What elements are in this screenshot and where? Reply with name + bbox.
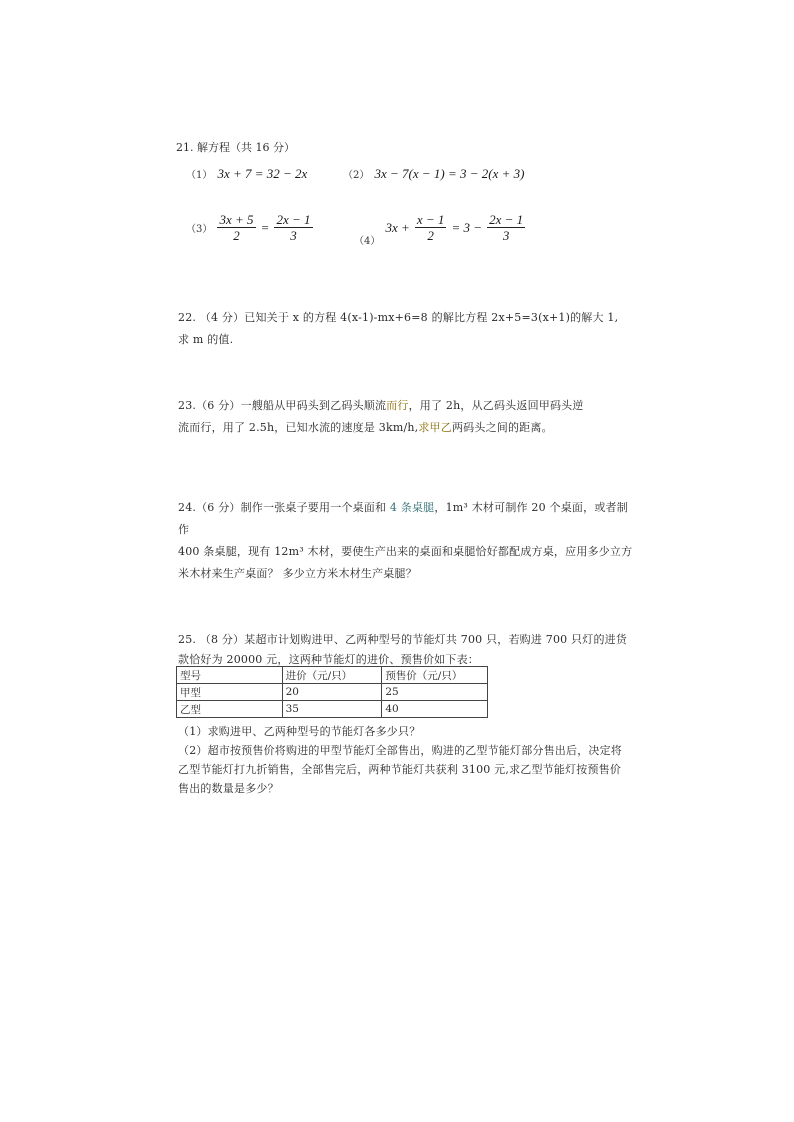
price-table-row [177, 701, 488, 718]
q21-part4-lead: 3x + [385, 220, 410, 235]
q23-seg-1: 23.（6 分）一艘船从甲码头到乙码头顺流 [178, 399, 387, 412]
q21-part4-numerator-left: x − 1 [416, 212, 445, 227]
q24-text [178, 497, 638, 585]
price-table-cell: 35 [282, 701, 382, 718]
q25-sub-1: （1）求购进甲、乙两种型号的节能灯各多少只？ [178, 725, 421, 738]
q23-line-2 [178, 417, 638, 439]
q23-seg-3: ，用了 2h，从乙码头返回甲码头逆 [408, 399, 584, 412]
q21-part2-label: （2） [343, 170, 370, 181]
q21-part3 [186, 212, 313, 243]
q21-part4-middle: = 3 − [451, 220, 483, 235]
q21-part4-denominator-left: 2 [427, 228, 434, 243]
q21-part3-numerator-right: 2x − 1 [276, 212, 311, 227]
q21-part4-fraction-right [487, 212, 525, 243]
q24-line-3: 米木材来生产桌面？ 多少立方米木材生产桌腿？ [178, 567, 417, 580]
q21-title: 21. 解方程（共 16 分） [176, 141, 295, 154]
price-table-cell: 25 [382, 684, 488, 701]
q25-line-2: 款恰好为 20000 元，这两种节能灯的进价、预售价如下表： [178, 653, 479, 666]
q23-seg-6: 两码头之间的距离。 [451, 421, 553, 434]
price-table-header-cell: 预售价（元/只） [382, 667, 488, 684]
q25-sub-2-line-1: （2）超市按预售价将购进的甲型节能灯全部售出，购进的乙型节能灯部分售出后，决定将 [178, 744, 622, 757]
q23-seg-2: 而行 [386, 399, 409, 412]
q23-seg-5: 求甲乙 [418, 421, 452, 434]
price-table-row [177, 684, 488, 701]
price-table-cell: 甲型 [177, 684, 283, 701]
q24-seg-2: 4 条桌腿 [389, 501, 435, 514]
price-table-cell: 乙型 [177, 701, 283, 718]
q21-part1 [186, 163, 307, 182]
q24-line-2: 400 条桌腿，现有 12m³ 木材，要使生产出来的桌面和桌腿恰好都配成方桌，应用多少立方 [178, 545, 633, 558]
q21-part2-equation: 3x − 7(x − 1) = 3 − 2(x + 3) [374, 166, 525, 181]
q21-part3-fraction-left [217, 212, 255, 243]
q22-line-2: 求 m 的值. [178, 333, 234, 346]
q25-intro [178, 630, 638, 670]
q23-seg-4: 流而行，用了 2.5h，已知水流的速度是 3km/h, [178, 421, 419, 434]
q21-part4 [354, 212, 525, 247]
price-table-cell: 20 [282, 684, 382, 701]
q21-part1-label: （1） [186, 170, 213, 181]
q21-part3-denominator-left: 2 [233, 228, 240, 243]
q21-part2 [343, 163, 524, 182]
price-table-header-row [177, 667, 488, 684]
price-table [176, 666, 488, 718]
q23-text [178, 395, 638, 439]
q21-part4-numerator-right: 2x − 1 [489, 212, 524, 227]
q21-part1-equation: 3x + 7 = 32 − 2x [217, 166, 308, 181]
q21-part3-fraction-right [274, 212, 312, 243]
price-table-header-cell: 型号 [177, 667, 283, 684]
q24-seg-1: 24.（6 分）制作一张桌子要用一个桌面和 [178, 501, 390, 514]
q22-text [178, 307, 638, 351]
price-table-header-cell: 进价（元/只） [282, 667, 382, 684]
q21-part4-denominator-right: 3 [502, 228, 510, 243]
q24-line-1 [178, 497, 638, 541]
q25-sub-2-line-3: 售出的数量是多少？ [178, 782, 279, 795]
q21-part4-label: （4） [354, 236, 381, 247]
q25-subquestions [178, 722, 638, 798]
q21-part3-equals: = [260, 220, 270, 235]
price-table-cell: 40 [382, 701, 488, 718]
q23-line-1 [178, 395, 638, 417]
q25-line-1: 25. （8 分）某超市计划购进甲、乙两种型号的节能灯共 700 只，若购进 700 只灯的进货 [178, 633, 628, 646]
q21-part4-fraction-left [415, 212, 447, 243]
q21-part3-denominator-right: 3 [290, 228, 297, 243]
q25-sub-2-line-2: 乙型节能灯打九折销售，全部售完后，两种节能灯共获利 3100 元,求乙型节能灯按预售价 [178, 763, 622, 776]
q21-part3-label: （3） [186, 224, 213, 235]
q22-line-1: 22. （4 分）已知关于 x 的方程 4(x-1)-mx+6=8 的解比方程 2x+5=3(x+1)的解大 1, [178, 311, 619, 324]
q24-seg-3: ，1m³ 木材可制作 20 个桌面，或者制作 [178, 501, 628, 536]
q21-part3-numerator-left: 3x + 5 [219, 212, 254, 227]
